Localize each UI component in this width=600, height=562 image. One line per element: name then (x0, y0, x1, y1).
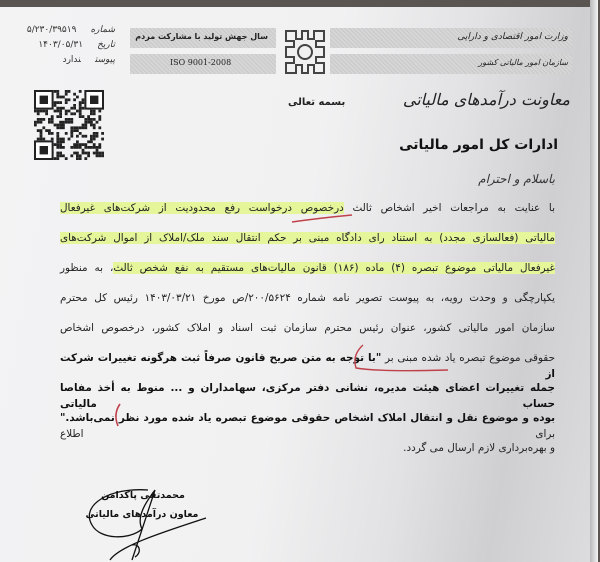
letter-line (60, 350, 555, 382)
bold-text: بوده و موضوع نقل و انتقال املاک اشخاص حقوقی موضوع تبصره یاد شده مورد نظر نمی‌باشد." (60, 412, 555, 424)
greeting: باسلام و احترام (478, 172, 555, 186)
page-edge (590, 0, 598, 562)
letter-date (20, 40, 115, 50)
bold-text: جمله تغییرات اعضای هیئت مدیره، نشانی دفتر مرکزی، سهامداران و ... منوط به أخذ مفاصا حساب مالیاتی (60, 382, 555, 410)
highlighted-text: مالیاتی (فعالسازی مجدد) به استناد رای دادگاه مبنی بر حکم انتقال سند ملک/املاک از اموال شرکت‌های (60, 232, 555, 244)
meta-label: شماره (90, 25, 115, 35)
organization-bar (330, 54, 572, 74)
letter-line (60, 410, 555, 442)
text: ، به منظور (60, 262, 114, 274)
meta-label: پیوست (94, 55, 115, 65)
signatory-name: محمدتقی پاکدامن (101, 490, 185, 501)
text: و بهره‌برداری لازم ارسال می گردد. (403, 442, 555, 454)
recipient: ادارات کل امور مالیاتی (399, 137, 558, 153)
organization-name: سازمان امور مالیاتی کشور (478, 58, 568, 67)
meta-value: ۱۴۰۳/۰۵/۳۱ (38, 40, 84, 50)
letter-line (60, 230, 555, 246)
letter-line (60, 260, 555, 276)
meta-value: ۵/۲۳۰/۳۹۵۱۹ (26, 25, 77, 35)
iso-label: ISO 9001-2008 (170, 58, 232, 67)
slogan-bar (130, 28, 276, 48)
signature (80, 485, 210, 562)
letter-attachment (20, 55, 115, 65)
highlighted-text: درخصوص درخواست رفع محدودیت از شرکت‌های غیرفعال (60, 202, 344, 214)
meta-value: ندارد (62, 55, 81, 65)
text: با عنایت به مراجعات اخیر اشخاص ثالث (343, 202, 555, 214)
meta-label: تاریخ (97, 40, 115, 50)
ministry-name: وزارت امور اقتصادی و دارایی (457, 32, 568, 42)
text: برای اطلاع (60, 428, 555, 440)
highlighted-text: غیرفعال مالیاتی موضوع تبصره (۴) ماده (۱۸۶) قانون مالیات‌های مستقیم به نفع شخص ثالث (113, 262, 555, 274)
basmala: بسمه تعالی (288, 97, 346, 108)
letter-line (60, 200, 555, 216)
tax-organization-logo (282, 27, 328, 77)
qr-code-icon (34, 90, 104, 162)
letter-number (20, 25, 115, 35)
ministry-bar (330, 28, 572, 48)
signatory-title: معاون درآمدهای مالیاتی (85, 509, 199, 520)
iso-bar (130, 54, 276, 74)
letter-line (60, 320, 555, 336)
letter-line (60, 380, 555, 412)
department-title: معاونت درآمدهای مالیاتی (402, 90, 570, 109)
letter-line (60, 290, 555, 306)
bold-text: "با توجه به متن صریح قانون صرفاً ثبت هرگونه تغییرات شرکت از (60, 352, 555, 380)
letter-line (60, 440, 555, 456)
slogan: سال جهش تولید با مشارکت مردم (135, 32, 268, 41)
text: سازمان امور مالیاتی کشور، عنوان رئیس محترم سازمان ثبت اسناد و املاک کشور، درخصوص اشخاص (60, 322, 555, 334)
text: حقوقی موضوع تبصره یاد شده مبنی بر (381, 352, 555, 364)
text: یکپارچگی و وحدت رویه، به پیوست تصویر نامه شماره ۲۰۰/۵۶۲۴/ص مورخ ۱۴۰۳/۰۳/۲۱ رئیس کل محترم (60, 292, 555, 304)
